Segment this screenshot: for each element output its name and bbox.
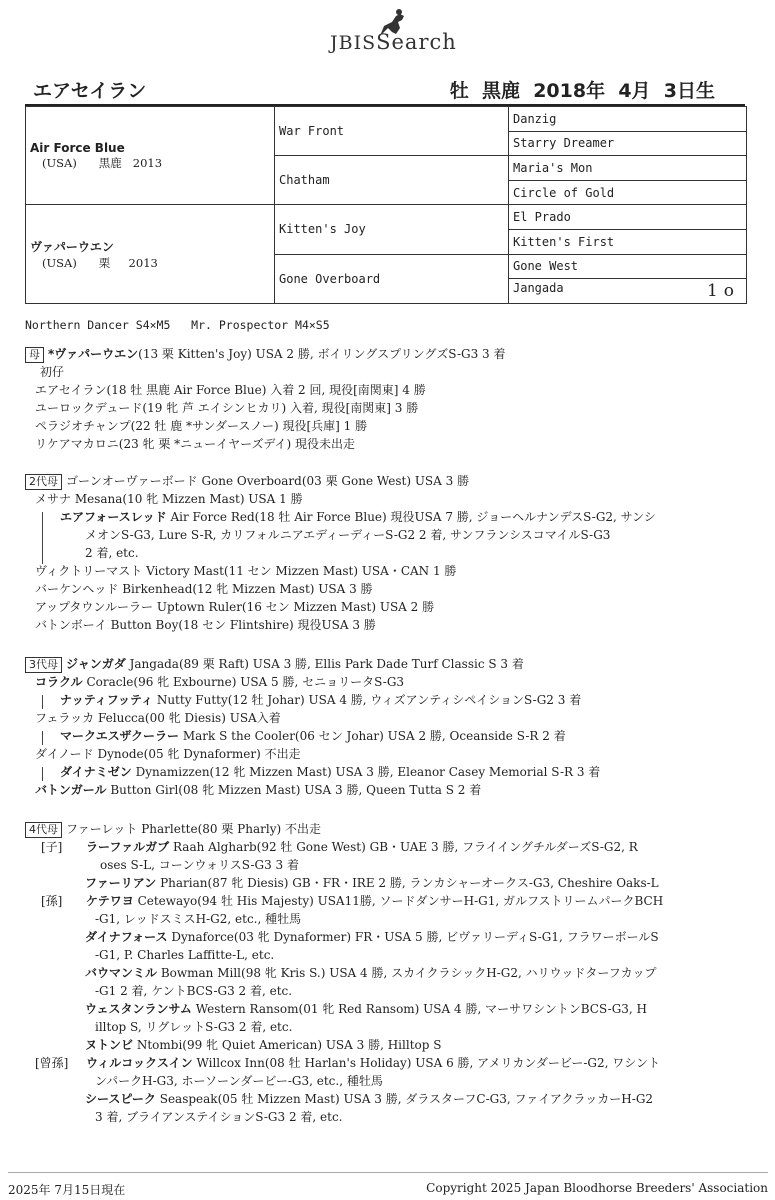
dam-cell (26, 205, 275, 303)
title-row (25, 76, 745, 106)
g4-line: -G1 2 着, ケントBCS-G3 2 着, etc. (95, 984, 293, 998)
g3-line: ダイノード Dynode(05 牝 Dynaformer) 不出走 (35, 747, 301, 761)
logo-jbis: JBIS (330, 32, 377, 54)
g3-bold: マークエスザクーラー (60, 729, 180, 743)
g4-line: ンパークH-G3, ホーソーンダービー-G3, etc., 種牡馬 (95, 1074, 383, 1088)
dam-line: ペラジオチャンプ(22 牡 鹿 *サンダースノー) 現役[兵庫] 1 勝 (35, 419, 368, 433)
g2-line: 2 着, etc. (85, 546, 139, 560)
dam-sire: Kitten's Joy (275, 205, 509, 254)
g4-bold: バウマンミル (85, 966, 158, 980)
footer-date: 2025年 7月15日現在 (8, 1183, 126, 1197)
g2-line: ゴーンオーヴァーボード Gone Overboard(03 栗 Gone West) USA 3 勝 (66, 474, 470, 488)
ped-sdd: Circle of Gold (509, 180, 747, 205)
g4-line: Willcox Inn(08 牡 Harlan's Holiday) USA 6 勝, アメリカンダービー-G2, ワシント (192, 1056, 660, 1070)
dam-dam: Gone Overboard (275, 254, 509, 303)
ped-dss: El Prado (509, 205, 747, 230)
g4-bold: シースピーク (85, 1092, 156, 1106)
dam-line: エアセイラン(18 牡 黒鹿 Air Force Blue) 入着 2 回, 現役[南関東] 4 勝 (35, 383, 426, 397)
g2-line: Air Force Red(18 牡 Air Force Blue) 現役USA 7 勝, ジョーヘルナンデスS-G2, サンシ (166, 510, 656, 524)
g3-line: フェラッカ Felucca(00 牝 Diesis) USA入着 (35, 711, 281, 725)
ped-dsd: Kitten's First (509, 229, 747, 254)
g4-line: -G1, レッドスミスH-G2, etc., 種牡馬 (95, 912, 302, 926)
horse-info: 牡 黒鹿 2018年 4月 3日生 (449, 80, 715, 102)
ped-sss: Danzig (509, 107, 747, 132)
g3-line: Nutty Futty(12 牡 Johar) USA 4 勝, ウィズアンティシペイションS-G2 3 着 (153, 693, 582, 707)
dam-sub: (USA) 栗 2013 (42, 255, 158, 270)
label-grand: [孫] (41, 894, 63, 908)
horse-name: エアセイラン (33, 80, 147, 102)
g2-section (25, 472, 755, 634)
g4-line: oses S-L, コーンウォリスS-G3 3 着 (100, 858, 300, 872)
g2-bold: エアフォースレッド (60, 510, 167, 524)
g4-line: Dynaforce(03 牝 Dynaformer) FR・USA 5 勝, ビヴァリーディS-G1, フラワーボールS (167, 930, 659, 944)
footer-copyright: Copyright 2025 Japan Bloodhorse Breeders' Association (426, 1181, 768, 1195)
g4-line: 3 着, ブライアンステイションS-G3 2 着, etc. (95, 1110, 343, 1124)
tag-g3: 3代母 (25, 657, 62, 673)
g2-line: バーケンヘッド Birkenhead(12 牝 Mizzen Mast) USA 3 勝 (35, 582, 373, 596)
dam-name: ヴァパーウエン (30, 239, 114, 254)
g3-line: Button Girl(08 牝 Mizzen Mast) USA 3 勝, Queen Tutta S 2 着 (106, 783, 482, 797)
g4-line: Western Ransom(01 牝 Red Ransom) USA 4 勝, マーサワシントンBCS-G3, H (191, 1002, 648, 1016)
g2-line: メオンS-G3, Lure S-R, カリフォルニアエディーディーS-G2 2 着, サンフランシスコマイルS-G3 (85, 528, 611, 542)
dam-bold: *ヴァパーウエン (48, 347, 139, 361)
g3-bold: ナッティフッティ (60, 693, 154, 707)
tag-g4: 4代母 (25, 822, 62, 838)
g4-bold: ラーファルガブ (86, 840, 170, 854)
g4-bold: ケテワヨ (86, 894, 134, 908)
tree-bar (42, 731, 43, 745)
tag-dam: 母 (25, 347, 44, 363)
g2-line: バトンボーイ Button Boy(18 セン Flintshire) 現役USA 3 勝 (35, 618, 376, 632)
g3-bold: ジャンガダ (66, 657, 126, 671)
g2-line: メサナ Mesana(10 牝 Mizzen Mast) USA 1 勝 (35, 492, 303, 506)
ped-ddd (509, 279, 747, 304)
g3-line: Dynamizzen(12 牝 Mizzen Mast) USA 3 勝, Eleanor Casey Memorial S-R 3 着 (131, 765, 601, 779)
sire-name: Air Force Blue (30, 140, 125, 155)
g3-line: Jangada(89 栗 Raft) USA 3 勝, Ellis Park Dade Turf Classic S 3 着 (125, 657, 524, 671)
g4-line: Ntombi(99 牝 Quiet American) USA 3 勝, Hilltop S (133, 1038, 442, 1052)
tree-bar (42, 767, 43, 781)
sire-sub: (USA) 黒鹿 2013 (42, 155, 163, 170)
ped-sds: Maria's Mon (509, 156, 747, 181)
dam-section (25, 345, 755, 453)
label-child: [子] (41, 840, 63, 854)
logo-search: Search (376, 30, 457, 54)
tree-bar (42, 695, 43, 709)
g3-bold: ダイナミゼン (60, 765, 132, 779)
dam-line: リケアマカロニ(23 牝 栗 *ニューイヤーズデイ) 現役未出走 (35, 437, 355, 451)
g3-line: Mark S the Cooler(06 セン Johar) USA 2 勝, Oceanside S-R 2 着 (179, 729, 566, 743)
ped-ddd-name: Jangada (513, 280, 564, 295)
sire-dam: Chatham (275, 156, 509, 205)
g4-line: Bowman Mill(98 牝 Kris S.) USA 4 勝, スカイクラシックH-G2, ハリウッドターフカップ (157, 966, 657, 980)
g4-bold: ウェスタンランサム (85, 1002, 192, 1016)
pedigree-table (25, 106, 747, 304)
ped-dds: Gone West (509, 254, 747, 279)
g4-line: Seaspeak(05 牡 Mizzen Mast) USA 3 勝, ダラスターフC-G3, ファイアクラッカーH-G2 (155, 1092, 654, 1106)
g3-bold: バトンガール (35, 783, 107, 797)
g3-line: Coracle(96 牝 Exbourne) USA 5 勝, セニョリータS-G3 (82, 675, 405, 689)
g4-line: Pharian(87 牝 Diesis) GB・FR・IRE 2 勝, ランカシャーオークス-G3, Cheshire Oaks-L (156, 876, 659, 890)
sire-sire: War Front (275, 107, 509, 156)
g4-line: -G1, P. Charles Laffitte-L, etc. (95, 948, 275, 962)
dam-line: 初仔 (40, 365, 65, 379)
dam-line: ユーロックデュード(19 牝 芦 エイシンヒカリ) 入着, 現役[南関東] 3 勝 (35, 401, 419, 415)
g4-bold: ヌトンビ (85, 1038, 134, 1052)
g4-bold: ウィルコックスイン (86, 1056, 193, 1070)
g4-line: illtop S, リグレットS-G3 2 着, etc. (95, 1020, 293, 1034)
g4-line: Raah Algharb(92 牡 Gone West) GB・UAE 3 勝, フライイングチルダーズS-G2, R (169, 840, 638, 854)
g4-line: Cetewayo(94 牡 His Majesty) USA11勝, ソードダンサーH-G1, ガルフストリームパークBCH (133, 894, 664, 908)
g4-bold: ダイナフォース (85, 930, 168, 944)
inbreeding-line: Northern Dancer S4×M5 Mr. Prospector M4×S5 (25, 318, 330, 332)
g2-line: アップタウンルーラー Uptown Ruler(16 セン Mizzen Mast) USA 2 勝 (35, 600, 435, 614)
g4-section (25, 820, 755, 1126)
g4-head: ファーレット Pharlette(80 栗 Pharly) 不出走 (66, 822, 321, 836)
g2-line: ヴィクトリーマスト Victory Mast(11 セン Mizzen Mast) USA・CAN 1 勝 (35, 564, 457, 578)
g3-bold: コラクル (35, 675, 83, 689)
dam-line: (13 栗 Kitten's Joy) USA 2 勝, ボイリングスプリングズS-G3 3 着 (138, 347, 506, 361)
sire-cell (26, 107, 275, 205)
label-great: [曾孫] (35, 1056, 69, 1070)
ped-ssd: Starry Dreamer (509, 131, 747, 156)
tree-bar (42, 512, 43, 564)
g3-section (25, 655, 755, 799)
g4-bold: ファーリアン (85, 876, 157, 890)
footer (8, 1172, 768, 1197)
jbis-logo (330, 8, 460, 56)
family-number: 1o (706, 280, 740, 301)
logo-text (330, 30, 457, 54)
tag-g2: 2代母 (25, 474, 62, 490)
